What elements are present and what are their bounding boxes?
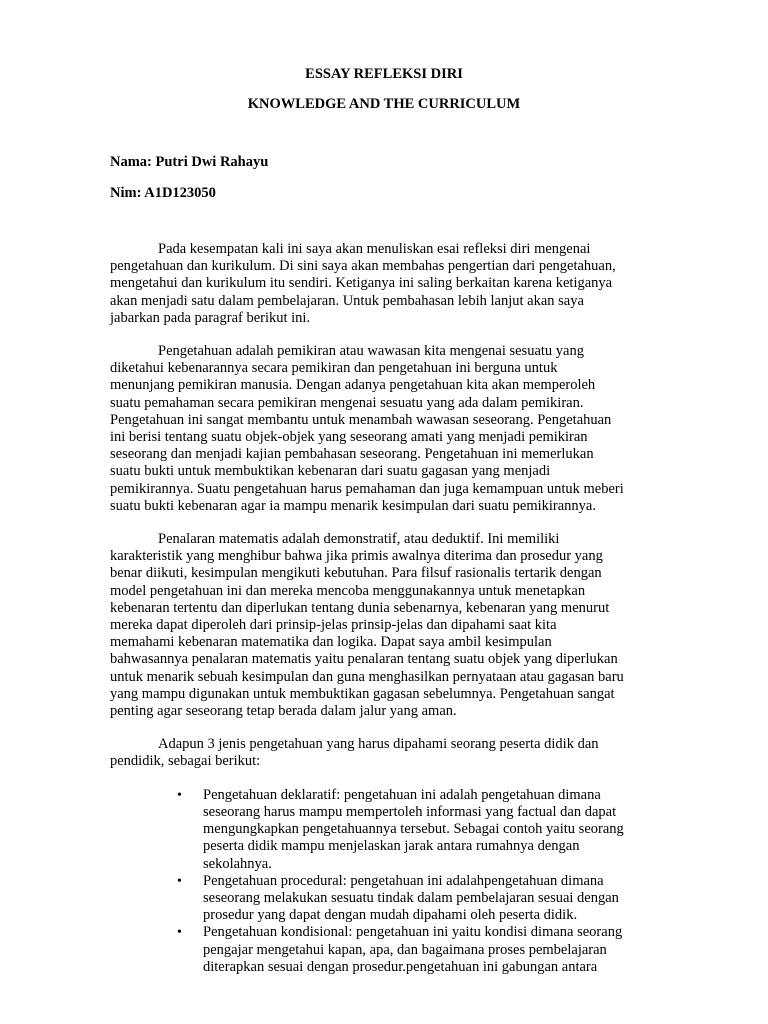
document-title: ESSAY REFLEKSI DIRI — [305, 66, 463, 82]
paragraph-line: suatu bukti untuk membuktikan kebenaran dari suatu gagasan yang menjadi — [110, 463, 551, 480]
essay-paragraph — [110, 343, 662, 515]
paragraph-line: seseorang dan menjadi kajian pembahasan seseorang. Pengetahuan ini memerlukan — [110, 446, 594, 463]
paragraph-line: diketahui kebenarannya secara pemikiran dan pengetahuan ini berguna untuk — [110, 360, 558, 377]
list-item-line: Pengetahuan deklaratif: pengetahuan ini adalah pengetahuan dimana — [203, 786, 601, 803]
essay-paragraph — [110, 241, 662, 327]
paragraph-line: pengetahuan dan kurikulum. Di sini saya akan membahas pengertian dari pengetahuan, — [110, 258, 616, 275]
list-item-line: peserta didik mampu menjelaskan jarak antara rumahnya dengan — [203, 838, 580, 855]
list-item — [110, 787, 662, 873]
paragraph-line: untuk menarik sebuah kesimpulan dan guna menghasilkan pernyataan atau gagasan baru — [110, 668, 624, 685]
essay-body — [110, 241, 662, 976]
paragraph-line: memahami kebenaran matematika dan logika. Dapat saya ambil kesimpulan — [110, 634, 552, 651]
paragraph-line: pemikirannya. Suatu pengetahuan harus pemahaman dan juga kemampuan untuk meberi — [110, 480, 624, 497]
paragraph-line: Pengetahuan ini sangat membantu untuk menambah wawasan seseorang. Pengetahuan — [110, 411, 612, 428]
paragraph-line: model pengetahuan ini dan mereka mencoba menggunakannya untuk menetapkan — [110, 582, 586, 599]
paragraph-line: Pada kesempatan kali ini saya akan menuliskan esai refleksi diri mengenai — [158, 241, 591, 257]
list-item-line: seseorang harus mampu mempertoleh informasi yang factual dan dapat — [203, 803, 617, 820]
paragraph-line: bahwasannya penalaran matematis yaitu penalaran tentang suatu objek yang diperlukan — [110, 651, 618, 668]
paragraph-line: mereka dapat diperoleh dari prinsip-jelas prinsip-jelas dan dipahami saat kita — [110, 617, 557, 634]
paragraph-line: karakteristik yang menghibur bahwa jika primis awalnya diterima dan prosedur yang — [110, 548, 603, 565]
knowledge-types-list — [110, 787, 662, 976]
bullet-icon: • — [177, 925, 182, 941]
list-item-line: diterapkan sesuai dengan prosedur.pengetahuan ini gabungan antara — [203, 958, 598, 975]
paragraph-line: Penalaran matematis adalah demonstratif, atau deduktif. Ini memiliki — [158, 531, 560, 548]
paragraph-line: kebenaran tertentu dan diperlukan tentang dunia sebenarnya, kebenaran yang menurut — [110, 599, 610, 616]
paragraph-line: benar diikuti, kesimpulan mengikuti kebutuhan. Para filsuf rasionalis tertarik dengan — [110, 565, 602, 582]
list-item-line: seseorang melakukan sesuatu tindak dalam pembelajaran sesuai dengan — [203, 889, 619, 906]
paragraph-line: pendidik, sebagai berikut: — [110, 753, 261, 770]
document-subtitle: KNOWLEDGE AND THE CURRICULUM — [247, 96, 521, 112]
paragraph-line: yang mampu digunakan untuk membuktikan gagasan sebelumnya. Pengetahuan sangat — [110, 685, 615, 702]
paragraph-line: menunjang pemikiran manusia. Dengan adanya pengetahuan kita akan memperoleh — [110, 377, 596, 394]
essay-paragraph — [110, 736, 662, 770]
paragraph-line: Adapun 3 jenis pengetahuan yang harus dipahami seorang peserta didik dan — [158, 736, 599, 753]
list-item — [110, 873, 662, 925]
list-item-line: Pengetahuan kondisional: pengetahuan ini yaitu kondisi dimana seorang — [203, 924, 623, 941]
paragraph-line: jabarkan pada paragraf berikut ini. — [110, 309, 311, 326]
list-item-line: sekolahnya. — [203, 855, 272, 872]
paragraph-line: Pengetahuan adalah pemikiran atau wawasan kita mengenai sesuatu yang — [158, 343, 584, 360]
student-nim: Nim: A1D123050 — [110, 185, 216, 201]
paragraph-line: suatu bukti kebenaran agar ia mampu menarik kesimpulan dari suatu pemikirannya. — [110, 497, 596, 514]
paragraph-line: penting agar seseorang tetap berada dalam jalur yang aman. — [110, 703, 457, 720]
list-item-line: Pengetahuan procedural: pengetahuan ini adalahpengetahuan dimana — [203, 872, 604, 889]
list-item — [110, 924, 662, 976]
paragraph-line: akan menjadi satu dalam pembelajaran. Untuk pembahasan lebih lanjut akan saya — [110, 292, 584, 309]
paragraph-line: mengetahui dan kurikulum itu sendiri. Ketiganya ini saling berkaitan karena ketiganya — [110, 275, 613, 292]
bullet-icon: • — [177, 787, 182, 803]
list-item-line: mengungkapkan pengetahuannya tersebut. Sebagai contoh yaitu seorang — [203, 821, 624, 838]
list-item-line: prosedur yang dapat dengan mudah dipahami oleh peserta didik. — [203, 907, 578, 924]
paragraph-line: ini berisi tentang suatu objek-objek yang seseorang amati yang menjadi pemikiran — [110, 429, 588, 446]
paragraph-line: suatu pemahaman secara pemikiran mengenai sesuatu yang ada dalam pemikiran. — [110, 394, 584, 411]
student-name: Nama: Putri Dwi Rahayu — [110, 154, 269, 170]
essay-paragraph — [110, 531, 662, 720]
bullet-icon: • — [177, 873, 182, 889]
list-item-line: pengajar mengetahui kapan, apa, dan bagaimana proses pembelajaran — [203, 941, 607, 958]
